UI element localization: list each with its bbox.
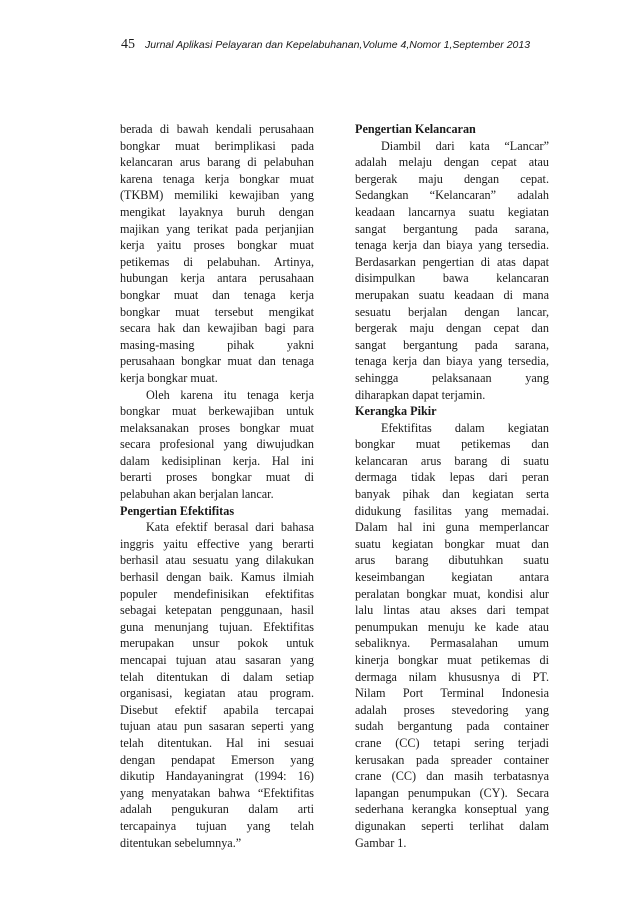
left-column-line: yang menyatakan bahwa “Efektifitas — [120, 785, 314, 800]
left-column-line: karena tenaga kerja bongkar muat — [120, 171, 314, 186]
left-column-line: majikan yang terikat pada perjanjian — [120, 221, 314, 236]
right-column-line: crane (CC) dan masih terbatasnya — [355, 769, 549, 784]
left-column-line: melaksanakan proses bongkar muat — [120, 420, 314, 435]
right-column-line: Dalam hal ini guna memperlancar — [355, 520, 549, 535]
right-column-line: keadaan lancarnya suatu kegiatan — [355, 204, 549, 219]
left-column-line: sebagai ketepatan penggunaan, hasil — [120, 603, 314, 618]
left-column-line: kelancaran arus barang di pelabuhan — [120, 155, 314, 170]
left-column-line: bongkar muat berimplikasi pada — [120, 138, 314, 153]
left-column-line: inggris yaitu effective yang berarti — [120, 536, 314, 551]
left-column-line: dengan pendapat Emerson yang — [120, 752, 314, 767]
right-column-line: kerusakan pada spreader container — [355, 752, 549, 767]
left-column-line: telah ditentukan di dalam setiap — [120, 669, 314, 684]
left-column-line: secara profesional yang diwujudkan — [120, 437, 314, 452]
left-column-line: secara hak dan kewajiban bagi para — [120, 321, 314, 336]
right-column-line: merupakan suatu keadaan di mana — [355, 287, 549, 302]
left-column-line: kerja yaitu proses bongkar muat — [120, 238, 314, 253]
right-column-line: Efektifitas dalam kegiatan — [381, 420, 549, 435]
right-column-line: kinerja bongkar muat petikemas di — [355, 653, 549, 667]
right-column-line: dermaga tidak lepas dari peran — [355, 470, 549, 485]
left-column-line: tujuan atau pun sasaran seperti yang — [120, 719, 314, 734]
right-column-line: penumpukan menuju ke kade atau — [355, 619, 549, 634]
right-column-line: keseimbangan kegiatan antara — [355, 570, 549, 585]
left-column-line: masing-masing pihak yakni — [120, 337, 314, 352]
right-column-line: tenaga kerja dan biaya yang tersedia, — [355, 354, 549, 369]
section-heading: Pengertian Efektifitas — [120, 503, 235, 518]
right-column-line: sangat bergantung pada sarana, — [355, 221, 549, 236]
left-column-line: Kata efektif berasal dari bahasa — [146, 520, 314, 535]
right-column-line: sederhana kerangka konseptual yang — [355, 802, 549, 817]
left-column-line: merupakan unsur pokok untuk — [120, 636, 314, 651]
right-column-line: diharapkan dapat terjamin. — [355, 387, 486, 402]
left-column-line: dalam kedisiplinan kerja. Hal ini — [120, 453, 314, 468]
right-column-line: disimpulkan bawa kelancaran — [355, 271, 549, 286]
left-column-line: adalah pengukuran dalam arti — [120, 802, 314, 817]
left-column-line: telah ditentukan. Hal ini sesuai — [120, 735, 314, 750]
left-column-line: dikutip Handayaningrat (1994: 16) — [120, 769, 314, 784]
right-column-line: crane (CC) tetapi sering terjadi — [355, 735, 549, 750]
right-column-line: Gambar 1. — [355, 835, 407, 850]
right-column-line: lalu lintas atau akses dari tempat — [355, 603, 549, 618]
left-column-line: bongkar muat dan tenaga kerja — [120, 287, 314, 302]
right-column-line: tenaga kerja dan biaya yang tersedia. — [355, 238, 549, 253]
left-column-line: Disebut efektif apabila tercapai — [120, 702, 314, 717]
left-column-line: hubungan kerja antara perusahaan — [120, 271, 314, 286]
left-column-line: bongkar muat tersebut mengikat — [120, 304, 314, 319]
left-column-line: Oleh karena itu tenaga kerja — [146, 387, 314, 402]
left-column-line: berhasil dengan baik. Kamus ilmiah — [120, 570, 314, 585]
right-column-line: dermaga nilam khususnya di PT. — [355, 669, 549, 684]
left-column-line: tercapainya tujuan yang telah — [120, 818, 314, 833]
right-column — [355, 121, 549, 851]
left-column-line: organisasi, kegiatan atau program. — [120, 686, 314, 701]
right-column-line: Diambil dari kata “Lancar” — [381, 138, 549, 153]
left-column-line: ditentukan sebelumnya.” — [120, 835, 242, 850]
left-column-line: mengikat layaknya buruh dengan — [120, 204, 314, 219]
right-column-line: suatu kegiatan bongkar muat dan — [355, 536, 549, 551]
right-column-line: didukung fasilitas yang memadai. — [355, 503, 549, 518]
right-column-line: lapangan penumpukan (CY). Secara — [355, 785, 549, 800]
left-column-line: (TKBM) memiliki kewajiban yang — [120, 188, 314, 203]
page-number: 45 — [121, 37, 135, 52]
right-column-line: sesuatu berjalan dengan lancar, — [355, 304, 549, 319]
left-column-line: berhasil atau sesuatu yang dilakukan — [120, 553, 314, 568]
left-column-line: kerja bongkar muat. — [120, 370, 218, 385]
right-column-line: sebaliknya. Permasalahan umum — [355, 636, 549, 651]
left-column — [120, 121, 314, 851]
right-column-line: adalah proses stevedoring yang — [355, 702, 549, 717]
right-column-line: Berdasarkan pengertian di atas dapat — [355, 254, 549, 269]
right-column-line: adalah melaju dengan cepat atau — [355, 155, 549, 170]
left-column-line: petikemas di pelabuhan. Artinya, — [120, 254, 314, 269]
right-column-line: Nilam Port Terminal Indonesia — [355, 686, 549, 701]
left-column-line: berada di bawah kendali perusahaan — [120, 122, 314, 136]
left-column-line: bongkar muat berkewajiban untuk — [120, 404, 314, 419]
right-column-line: bergerak maju dengan cepat. — [355, 171, 549, 186]
right-column-line: banyak pihak dan kegiatan serta — [355, 487, 549, 502]
left-column-line: perusahaan bongkar muat dan tenaga — [120, 354, 314, 369]
right-column-line: digunakan seperti terlihat dalam — [355, 818, 549, 833]
section-heading: Kerangka Pikir — [355, 404, 437, 419]
running-header — [121, 35, 530, 53]
right-column-line: peralatan bongkar muat, kondisi alur — [355, 586, 549, 601]
section-heading: Pengertian Kelancaran — [355, 122, 476, 136]
journal-title: Jurnal Aplikasi Pelayaran dan Kepelabuhanan,Volume 4,Nomor 1,September 2013 — [145, 39, 531, 51]
right-column-line: bergerak maju dengan cepat dan — [355, 321, 549, 336]
right-column-line: Sedangkan “Kelancaran” adalah — [355, 188, 549, 203]
right-column-line: bongkar muat petikemas dan — [355, 437, 549, 452]
right-column-line: kelancaran arus barang di suatu — [355, 453, 549, 468]
left-column-line: guna menunjang tujuan. Efektifitas — [120, 619, 314, 634]
left-column-line: pelabuhan akan berjalan lancar. — [120, 487, 274, 502]
left-column-line: berarti proses bongkar muat di — [120, 470, 314, 485]
right-column-line: arus barang dibutuhkan suatu — [355, 553, 549, 568]
left-column-line: populer mendefinisikan efektifitas — [120, 586, 314, 601]
right-column-line: sehingga pelaksanaan yang — [355, 370, 549, 385]
left-column-line: mencapai tujuan atau sasaran yang — [120, 653, 314, 667]
right-column-line: sangat bergantung pada sarana, — [355, 337, 549, 352]
right-column-line: sudah bergantung pada container — [355, 719, 549, 734]
